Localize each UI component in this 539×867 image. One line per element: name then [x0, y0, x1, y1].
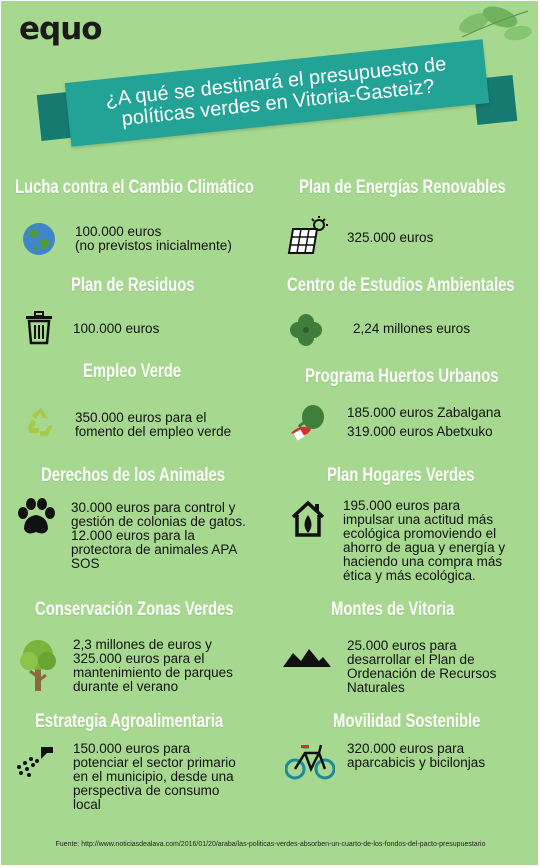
section-title: Plan de Residuos	[71, 275, 195, 296]
globe-icon	[21, 221, 57, 257]
section-text: 325.000 euros	[347, 230, 434, 245]
section-text: 185.000 euros Zabalgana 319.000 euros Abetxuko	[347, 405, 501, 439]
section-title: Derechos de los Animales	[41, 465, 225, 486]
mountains-icon	[283, 647, 331, 669]
section-text: 2,3 millones de euros y 325.000 euros para el mantenimiento de parques durante el verano	[73, 637, 233, 694]
clover-leaf-icon	[289, 313, 323, 347]
section-title: Estrategia Agroalimentaria	[35, 711, 224, 732]
paw-icon	[15, 497, 57, 539]
section-text: 2,24 millones euros	[353, 321, 471, 336]
section-text: 30.000 euros para control y gestión de colonias de gatos. 12.000 euros para la protectora de animales APA SOS	[71, 500, 246, 571]
title-banner	[39, 49, 515, 149]
source-citation: Fuente: http://www.noticiasdealava.com/2016/01/20/araba/las-politicas-verdes-absorben-un-cuarto-de-los-fondos-del-pacto-presupuestario	[55, 841, 486, 848]
section-title: Plan de Energías Renovables	[299, 177, 506, 198]
section-text: 100.000 euros (no previstos inicialmente)	[75, 224, 232, 253]
section-title: Conservación Zonas Verdes	[35, 599, 234, 620]
section-text: 25.000 euros para desarrollar el Plan de Ordenación de Recursos Naturales	[347, 638, 497, 695]
vegetables-icon	[285, 403, 329, 443]
section-text: 150.000 euros para potenciar el sector primario en el municipio, desde una perspectiva de consumo local	[73, 741, 236, 812]
recycle-icon	[23, 405, 59, 441]
section-text: 350.000 euros para el fomento del empleo verde	[75, 410, 232, 439]
section-title: Programa Huertos Urbanos	[305, 366, 499, 387]
section-title: Montes de Vitoria	[331, 599, 455, 620]
section-title: Empleo Verde	[83, 361, 182, 382]
section-title: Centro de Estudios Ambientales	[287, 275, 515, 296]
bicycle-icon	[285, 741, 335, 781]
section-title: Plan Hogares Verdes	[327, 465, 475, 486]
section-title: Lucha contra el Cambio Climático	[15, 177, 254, 198]
equo-logo: equo	[19, 11, 102, 47]
watering-icon	[15, 745, 59, 779]
section-title: Movilidad Sostenible	[333, 711, 481, 732]
trash-can-icon	[23, 311, 55, 345]
eco-house-icon	[289, 499, 327, 539]
solar-panel-icon	[287, 215, 331, 257]
infographic-poster	[1, 1, 538, 865]
section-text: 195.000 euros para impulsar una actitud más ecológica promoviendo el ahorro de agua y energía y haciendo una compra más ética y más ecológica.	[343, 498, 506, 583]
section-text: 320.000 euros para aparcabicis y bicilonjas	[347, 741, 486, 770]
tree-icon	[17, 637, 59, 693]
section-text: 100.000 euros	[73, 321, 160, 336]
banner-title: ¿A qué se destinará el presupuesto de políticas verdes en Vitoria-Gasteiz?	[104, 53, 448, 131]
